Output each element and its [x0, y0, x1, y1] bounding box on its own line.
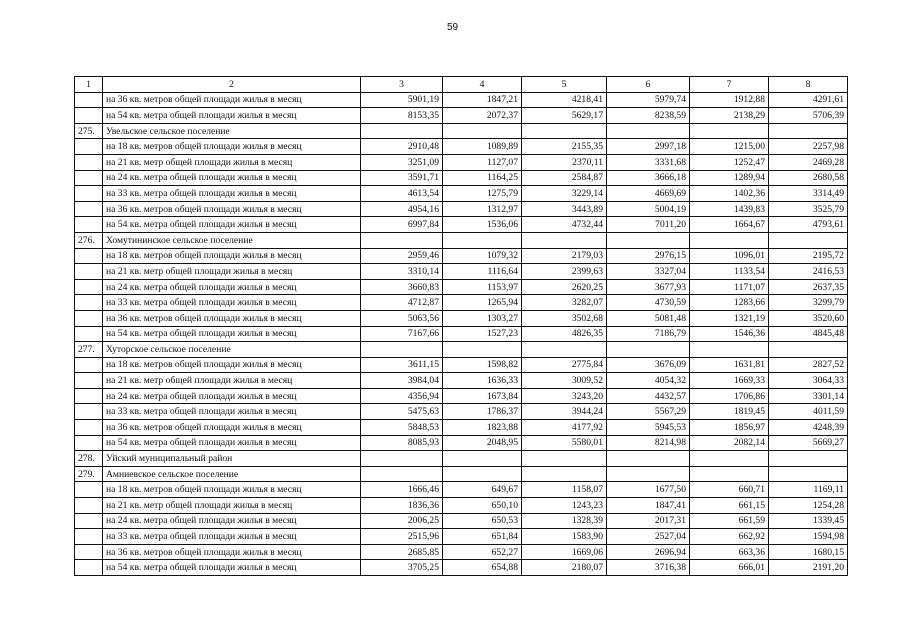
- value-cell: 2696,94: [607, 544, 690, 560]
- value-cell: 1819,45: [690, 404, 769, 420]
- row-name-cell: на 21 кв. метр общей площади жилья в месяц: [103, 264, 361, 280]
- section-name-cell: Хуторское сельское поселение: [103, 342, 361, 358]
- value-cell: 4177,92: [522, 420, 607, 436]
- row-number-cell: 277.: [75, 342, 103, 358]
- value-cell: [443, 466, 522, 482]
- value-cell: [769, 342, 848, 358]
- row-number-cell: [75, 513, 103, 529]
- value-cell: 2910,48: [361, 139, 443, 155]
- row-name-cell: на 54 кв. метра общей площади жилья в месяц: [103, 108, 361, 124]
- value-cell: 8153,35: [361, 108, 443, 124]
- row-number-cell: [75, 217, 103, 233]
- row-number-cell: 276.: [75, 232, 103, 248]
- value-cell: 1598,82: [443, 357, 522, 373]
- value-cell: 1823,88: [443, 420, 522, 436]
- value-cell: 4793,61: [769, 217, 848, 233]
- header-cell: 6: [607, 77, 690, 93]
- value-cell: 661,15: [690, 498, 769, 514]
- value-cell: 4954,16: [361, 201, 443, 217]
- value-cell: 2048,95: [443, 435, 522, 451]
- value-cell: 1133,54: [690, 264, 769, 280]
- value-cell: [443, 232, 522, 248]
- value-cell: 1252,47: [690, 154, 769, 170]
- value-cell: 6997,84: [361, 217, 443, 233]
- value-cell: 2399,63: [522, 264, 607, 280]
- value-cell: 1536,06: [443, 217, 522, 233]
- table-row: [75, 295, 848, 311]
- value-cell: 3525,79: [769, 201, 848, 217]
- value-cell: [607, 232, 690, 248]
- value-cell: 1153,97: [443, 279, 522, 295]
- value-cell: 1631,81: [690, 357, 769, 373]
- value-cell: 4356,94: [361, 388, 443, 404]
- value-cell: [769, 232, 848, 248]
- value-cell: 2180,07: [522, 560, 607, 576]
- value-cell: 2469,28: [769, 154, 848, 170]
- value-cell: 2179,03: [522, 248, 607, 264]
- row-number-cell: [75, 482, 103, 498]
- header-cell: 8: [769, 77, 848, 93]
- value-cell: 3520,60: [769, 310, 848, 326]
- value-cell: 3331,68: [607, 154, 690, 170]
- value-cell: 1312,97: [443, 201, 522, 217]
- value-cell: [522, 123, 607, 139]
- table-row: [75, 310, 848, 326]
- value-cell: 1275,79: [443, 186, 522, 202]
- value-cell: 5567,29: [607, 404, 690, 420]
- value-cell: 650,10: [443, 498, 522, 514]
- value-cell: 4054,32: [607, 373, 690, 389]
- value-cell: 1680,15: [769, 544, 848, 560]
- table-row: [75, 279, 848, 295]
- value-cell: 3243,20: [522, 388, 607, 404]
- value-cell: 1171,07: [690, 279, 769, 295]
- value-cell: 4826,35: [522, 326, 607, 342]
- value-cell: 3705,25: [361, 560, 443, 576]
- value-cell: 4669,69: [607, 186, 690, 202]
- row-name-cell: на 54 кв. метра общей площади жилья в месяц: [103, 435, 361, 451]
- value-cell: 1847,21: [443, 92, 522, 108]
- value-cell: 3327,04: [607, 264, 690, 280]
- table-row: [75, 217, 848, 233]
- row-name-cell: на 36 кв. метров общей площади жилья в месяц: [103, 92, 361, 108]
- table-row: [75, 201, 848, 217]
- value-cell: 2155,35: [522, 139, 607, 155]
- row-number-cell: [75, 326, 103, 342]
- value-cell: 3301,14: [769, 388, 848, 404]
- value-cell: 2195,72: [769, 248, 848, 264]
- value-cell: 2072,37: [443, 108, 522, 124]
- row-name-cell: на 21 кв. метр общей площади жилья в месяц: [103, 373, 361, 389]
- value-cell: 1096,01: [690, 248, 769, 264]
- row-name-cell: на 21 кв. метр общей площади жилья в месяц: [103, 498, 361, 514]
- row-name-cell: на 36 кв. метров общей площади жилья в месяц: [103, 420, 361, 436]
- row-number-cell: [75, 388, 103, 404]
- value-cell: 1677,50: [607, 482, 690, 498]
- value-cell: [769, 451, 848, 467]
- value-cell: 2976,15: [607, 248, 690, 264]
- value-cell: 662,92: [690, 529, 769, 545]
- value-cell: 5475,63: [361, 404, 443, 420]
- table-row: [75, 544, 848, 560]
- table-row: [75, 420, 848, 436]
- table-row: [75, 529, 848, 545]
- value-cell: [443, 342, 522, 358]
- table-row: [75, 435, 848, 451]
- value-cell: 1786,37: [443, 404, 522, 420]
- value-cell: 5063,56: [361, 310, 443, 326]
- row-name-cell: на 33 кв. метра общей площади жилья в месяц: [103, 529, 361, 545]
- value-cell: 3666,18: [607, 170, 690, 186]
- value-cell: 5848,53: [361, 420, 443, 436]
- row-name-cell: на 54 кв. метра общей площади жилья в месяц: [103, 560, 361, 576]
- value-cell: [607, 342, 690, 358]
- row-name-cell: на 33 кв. метра общей площади жилья в месяц: [103, 295, 361, 311]
- table-row: [75, 108, 848, 124]
- value-cell: 5979,74: [607, 92, 690, 108]
- value-cell: [769, 123, 848, 139]
- row-number-cell: [75, 108, 103, 124]
- header-cell: 3: [361, 77, 443, 93]
- table-row: [75, 326, 848, 342]
- value-cell: 4248,39: [769, 420, 848, 436]
- value-cell: 1706,86: [690, 388, 769, 404]
- row-number-cell: [75, 139, 103, 155]
- row-number-cell: [75, 560, 103, 576]
- value-cell: [769, 466, 848, 482]
- row-name-cell: на 18 кв. метров общей площади жилья в месяц: [103, 482, 361, 498]
- value-cell: 1089,89: [443, 139, 522, 155]
- value-cell: 1912,88: [690, 92, 769, 108]
- row-name-cell: на 33 кв. метра общей площади жилья в месяц: [103, 404, 361, 420]
- section-name-cell: Увельское сельское поселение: [103, 123, 361, 139]
- row-name-cell: на 36 кв. метров общей площади жилья в месяц: [103, 544, 361, 560]
- value-cell: 1847,41: [607, 498, 690, 514]
- table-row: [75, 139, 848, 155]
- value-cell: 5081,48: [607, 310, 690, 326]
- row-name-cell: на 18 кв. метров общей площади жилья в месяц: [103, 248, 361, 264]
- value-cell: 8214,98: [607, 435, 690, 451]
- header-cell: 7: [690, 77, 769, 93]
- value-cell: 3660,83: [361, 279, 443, 295]
- value-cell: 3229,14: [522, 186, 607, 202]
- row-number-cell: [75, 544, 103, 560]
- value-cell: [522, 342, 607, 358]
- value-cell: [361, 342, 443, 358]
- table-row: [75, 248, 848, 264]
- value-cell: 1402,36: [690, 186, 769, 202]
- value-cell: 1636,33: [443, 373, 522, 389]
- value-cell: 3314,49: [769, 186, 848, 202]
- row-number-cell: [75, 310, 103, 326]
- value-cell: 4712,87: [361, 295, 443, 311]
- value-cell: 1169,11: [769, 482, 848, 498]
- value-cell: [522, 451, 607, 467]
- page-number: 59: [446, 22, 459, 33]
- header-row: [75, 77, 848, 93]
- row-number-cell: [75, 498, 103, 514]
- section-row: [75, 451, 848, 467]
- value-cell: 654,88: [443, 560, 522, 576]
- row-number-cell: [75, 435, 103, 451]
- value-cell: 661,59: [690, 513, 769, 529]
- value-cell: [522, 466, 607, 482]
- value-cell: 2138,29: [690, 108, 769, 124]
- value-cell: 8238,59: [607, 108, 690, 124]
- row-number-cell: [75, 170, 103, 186]
- value-cell: 3591,71: [361, 170, 443, 186]
- value-cell: 2775,84: [522, 357, 607, 373]
- value-cell: 3944,24: [522, 404, 607, 420]
- value-cell: 3984,04: [361, 373, 443, 389]
- table-body: [75, 77, 848, 576]
- section-name-cell: Уйский муниципальный район: [103, 451, 361, 467]
- value-cell: 2620,25: [522, 279, 607, 295]
- value-cell: [522, 232, 607, 248]
- value-cell: 1283,66: [690, 295, 769, 311]
- value-cell: 2257,98: [769, 139, 848, 155]
- value-cell: 3443,89: [522, 201, 607, 217]
- value-cell: 5945,53: [607, 420, 690, 436]
- row-name-cell: на 36 кв. метров общей площади жилья в месяц: [103, 201, 361, 217]
- value-cell: 5580,01: [522, 435, 607, 451]
- value-cell: 663,36: [690, 544, 769, 560]
- value-cell: [443, 451, 522, 467]
- row-number-cell: [75, 154, 103, 170]
- table-row: [75, 560, 848, 576]
- value-cell: 2680,58: [769, 170, 848, 186]
- row-number-cell: [75, 295, 103, 311]
- value-cell: 2370,11: [522, 154, 607, 170]
- value-cell: 7011,20: [607, 217, 690, 233]
- value-cell: [690, 451, 769, 467]
- row-name-cell: на 24 кв. метра общей площади жилья в месяц: [103, 388, 361, 404]
- value-cell: 4432,57: [607, 388, 690, 404]
- value-cell: 4732,44: [522, 217, 607, 233]
- row-number-cell: [75, 186, 103, 202]
- value-cell: 7167,66: [361, 326, 443, 342]
- row-number-cell: 279.: [75, 466, 103, 482]
- value-cell: 660,71: [690, 482, 769, 498]
- value-cell: 4730,59: [607, 295, 690, 311]
- value-cell: 1669,06: [522, 544, 607, 560]
- value-cell: 2527,04: [607, 529, 690, 545]
- row-number-cell: [75, 357, 103, 373]
- row-name-cell: на 18 кв. метров общей площади жилья в месяц: [103, 139, 361, 155]
- row-name-cell: на 54 кв. метра общей площади жилья в месяц: [103, 326, 361, 342]
- value-cell: 5669,27: [769, 435, 848, 451]
- table-row: [75, 186, 848, 202]
- row-number-cell: [75, 92, 103, 108]
- value-cell: 5706,39: [769, 108, 848, 124]
- value-cell: 2515,96: [361, 529, 443, 545]
- header-cell: 4: [443, 77, 522, 93]
- section-row: [75, 123, 848, 139]
- value-cell: [607, 451, 690, 467]
- row-name-cell: на 18 кв. метров общей площади жилья в месяц: [103, 357, 361, 373]
- value-cell: 2685,85: [361, 544, 443, 560]
- row-number-cell: [75, 529, 103, 545]
- value-cell: 2017,31: [607, 513, 690, 529]
- value-cell: 1439,83: [690, 201, 769, 217]
- row-name-cell: на 24 кв. метра общей площади жилья в месяц: [103, 513, 361, 529]
- row-number-cell: [75, 201, 103, 217]
- value-cell: 1856,97: [690, 420, 769, 436]
- table-row: [75, 92, 848, 108]
- value-cell: 3676,09: [607, 357, 690, 373]
- value-cell: [443, 123, 522, 139]
- value-cell: 4845,48: [769, 326, 848, 342]
- value-cell: 1164,25: [443, 170, 522, 186]
- value-cell: [607, 466, 690, 482]
- value-cell: 2827,52: [769, 357, 848, 373]
- value-cell: 1127,07: [443, 154, 522, 170]
- value-cell: 3502,68: [522, 310, 607, 326]
- value-cell: 1666,46: [361, 482, 443, 498]
- row-number-cell: [75, 420, 103, 436]
- row-name-cell: на 24 кв. метра общей площади жилья в месяц: [103, 170, 361, 186]
- value-cell: 1836,36: [361, 498, 443, 514]
- value-cell: 5004,19: [607, 201, 690, 217]
- value-cell: 3310,14: [361, 264, 443, 280]
- header-cell: 5: [522, 77, 607, 93]
- value-cell: 1079,32: [443, 248, 522, 264]
- header-cell: 1: [75, 77, 103, 93]
- table-row: [75, 388, 848, 404]
- value-cell: 2997,18: [607, 139, 690, 155]
- value-cell: 2584,87: [522, 170, 607, 186]
- value-cell: 1158,07: [522, 482, 607, 498]
- table-row: [75, 170, 848, 186]
- value-cell: 2006,25: [361, 513, 443, 529]
- row-name-cell: на 54 кв. метра общей площади жилья в месяц: [103, 217, 361, 233]
- value-cell: 3611,15: [361, 357, 443, 373]
- table-row: [75, 357, 848, 373]
- value-cell: 3282,07: [522, 295, 607, 311]
- value-cell: 8085,93: [361, 435, 443, 451]
- value-cell: 4291,61: [769, 92, 848, 108]
- value-cell: [690, 123, 769, 139]
- section-name-cell: Хомутининское сельское поселение: [103, 232, 361, 248]
- row-name-cell: на 33 кв. метра общей площади жилья в месяц: [103, 186, 361, 202]
- section-name-cell: Амниевское сельское поселение: [103, 466, 361, 482]
- value-cell: [361, 466, 443, 482]
- value-cell: 1215,00: [690, 139, 769, 155]
- value-cell: 7186,79: [607, 326, 690, 342]
- value-cell: 2637,35: [769, 279, 848, 295]
- value-cell: 2959,46: [361, 248, 443, 264]
- value-cell: [607, 123, 690, 139]
- table-row: [75, 404, 848, 420]
- value-cell: 1664,67: [690, 217, 769, 233]
- value-cell: [690, 466, 769, 482]
- value-cell: [361, 451, 443, 467]
- row-number-cell: [75, 373, 103, 389]
- tariff-table: [74, 76, 848, 576]
- value-cell: 4011,59: [769, 404, 848, 420]
- row-name-cell: на 21 кв. метр общей площади жилья в месяц: [103, 154, 361, 170]
- value-cell: 1546,36: [690, 326, 769, 342]
- value-cell: 651,84: [443, 529, 522, 545]
- value-cell: 649,67: [443, 482, 522, 498]
- value-cell: 1583,90: [522, 529, 607, 545]
- value-cell: 2082,14: [690, 435, 769, 451]
- value-cell: 666,01: [690, 560, 769, 576]
- value-cell: 650,53: [443, 513, 522, 529]
- value-cell: [361, 232, 443, 248]
- value-cell: 3299,79: [769, 295, 848, 311]
- value-cell: 1321,19: [690, 310, 769, 326]
- value-cell: 1527,23: [443, 326, 522, 342]
- section-row: [75, 466, 848, 482]
- row-name-cell: на 24 кв. метра общей площади жилья в месяц: [103, 279, 361, 295]
- value-cell: 5901,19: [361, 92, 443, 108]
- value-cell: 1339,45: [769, 513, 848, 529]
- value-cell: 5629,17: [522, 108, 607, 124]
- value-cell: [690, 342, 769, 358]
- value-cell: [361, 123, 443, 139]
- table-row: [75, 154, 848, 170]
- row-number-cell: [75, 264, 103, 280]
- value-cell: 4218,41: [522, 92, 607, 108]
- table-row: [75, 373, 848, 389]
- value-cell: 1594,98: [769, 529, 848, 545]
- row-number-cell: [75, 279, 103, 295]
- value-cell: 1254,28: [769, 498, 848, 514]
- table-row: [75, 264, 848, 280]
- table-row: [75, 513, 848, 529]
- value-cell: 1265,94: [443, 295, 522, 311]
- value-cell: 1673,84: [443, 388, 522, 404]
- value-cell: 1669,33: [690, 373, 769, 389]
- value-cell: 1289,94: [690, 170, 769, 186]
- value-cell: 4613,54: [361, 186, 443, 202]
- value-cell: 1243,23: [522, 498, 607, 514]
- value-cell: 3009,52: [522, 373, 607, 389]
- value-cell: [690, 232, 769, 248]
- value-cell: 3716,38: [607, 560, 690, 576]
- row-name-cell: на 36 кв. метров общей площади жилья в месяц: [103, 310, 361, 326]
- row-number-cell: 278.: [75, 451, 103, 467]
- row-number-cell: [75, 404, 103, 420]
- row-number-cell: 275.: [75, 123, 103, 139]
- row-number-cell: [75, 248, 103, 264]
- value-cell: 652,27: [443, 544, 522, 560]
- value-cell: 2416,53: [769, 264, 848, 280]
- value-cell: 3677,93: [607, 279, 690, 295]
- value-cell: 3251,09: [361, 154, 443, 170]
- table-row: [75, 482, 848, 498]
- section-row: [75, 232, 848, 248]
- value-cell: 3064,33: [769, 373, 848, 389]
- value-cell: 1328,39: [522, 513, 607, 529]
- header-cell: 2: [103, 77, 361, 93]
- section-row: [75, 342, 848, 358]
- value-cell: 1303,27: [443, 310, 522, 326]
- table-row: [75, 498, 848, 514]
- value-cell: 2191,20: [769, 560, 848, 576]
- value-cell: 1116,64: [443, 264, 522, 280]
